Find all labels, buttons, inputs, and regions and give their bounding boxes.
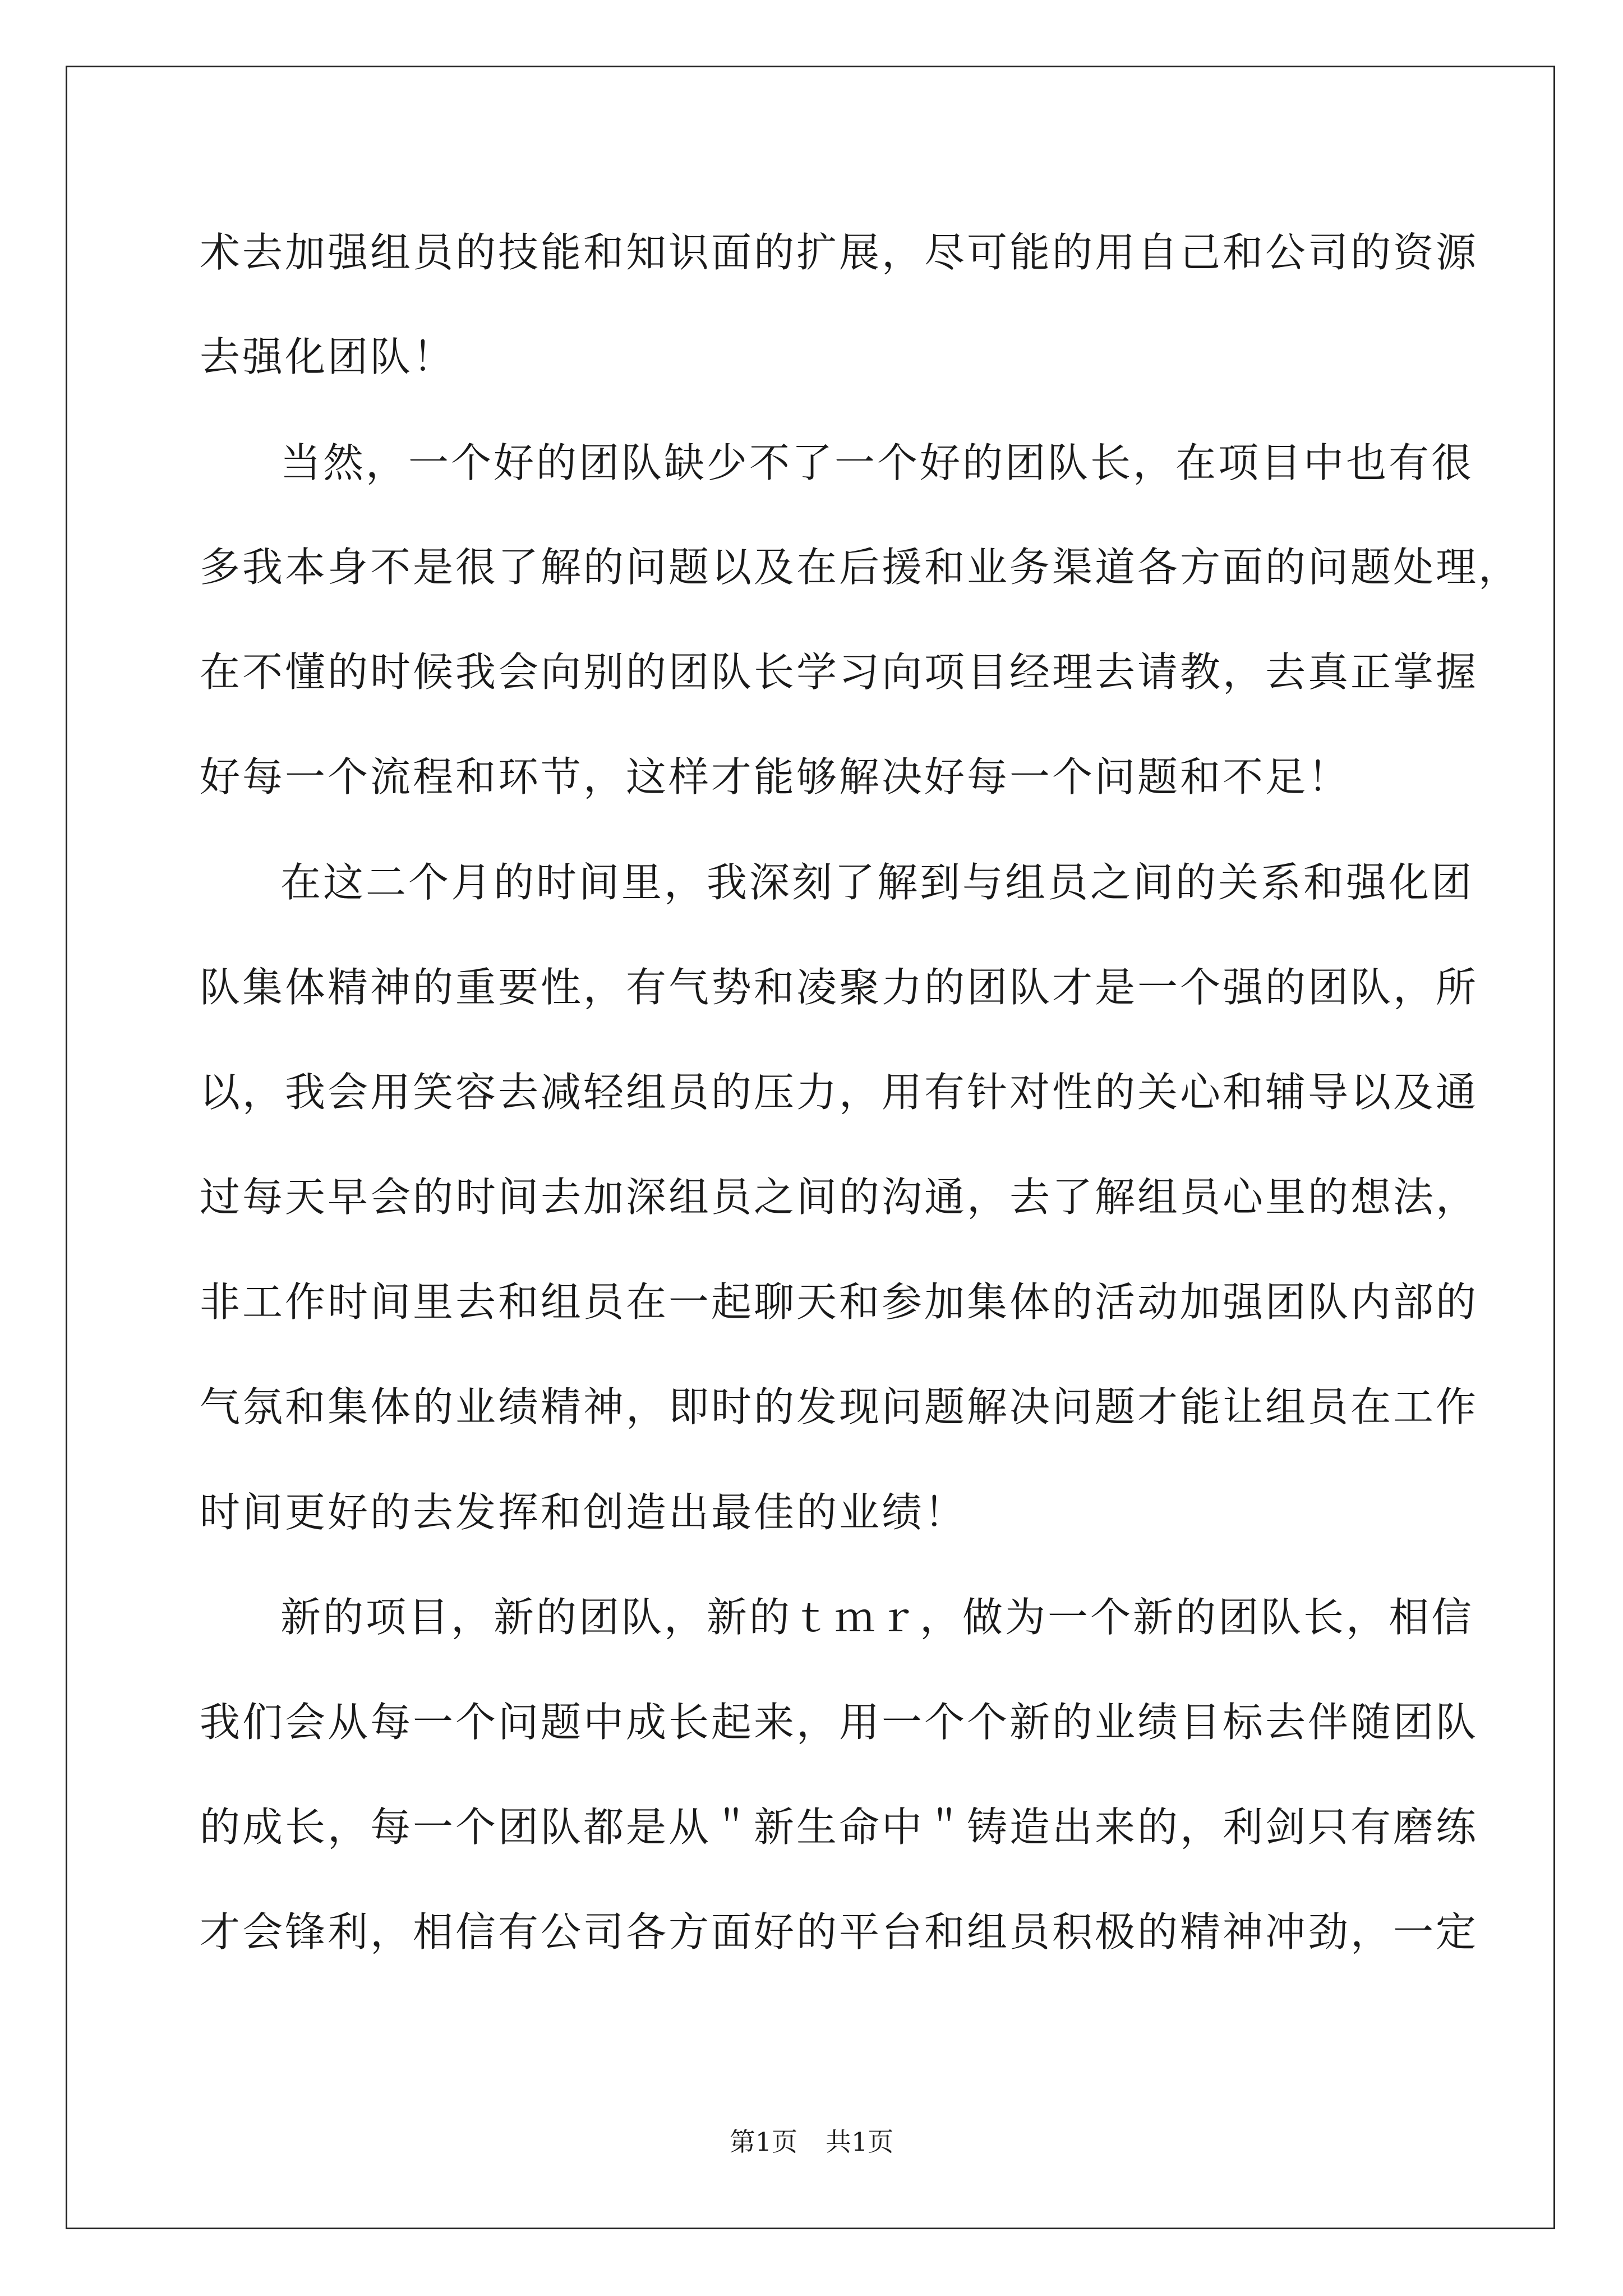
text-line: 术去加强组员的技能和知识面的扩展，尽可能的用自己和公司的资源 (200, 229, 1479, 276)
text-line: 非工作时间里去和组员在一起聊天和参加集体的活动加强团队内部的 (200, 1278, 1479, 1326)
page-footer (0, 2125, 1623, 2159)
text-line: 时间更好的去发挥和创造出最佳的业绩！ (200, 1489, 967, 1536)
text-line: 去强化团队！ (200, 333, 456, 380)
text-line: 的成长，每一个团队都是从＂新生命中＂铸造出来的，利剑只有磨练 (200, 1803, 1479, 1851)
text-line: 过每天早会的时间去加深组员之间的沟通，去了解组员心里的想法， (200, 1174, 1479, 1221)
page-border (66, 66, 1555, 2229)
text-line: 在不懂的时候我会向别的团队长学习向项目经理去请教，去真正掌握 (200, 648, 1479, 696)
paragraph-start-line: 新的项目，新的团队，新的ｔｍｒ，做为一个新的团队长，相信 (280, 1594, 1474, 1641)
text-line: 以，我会用笑容去减轻组员的压力，用有针对性的关心和辅导以及通 (200, 1069, 1479, 1116)
text-line: 多我本身不是很了解的问题以及在后援和业务渠道各方面的问题处理， (200, 544, 1521, 591)
page-total: 共1页 (826, 2127, 894, 2157)
text-line: 好每一个流程和环节，这样才能够解决好每一个问题和不足！ (200, 753, 1351, 800)
text-line: 我们会从每一个问题中成长起来，用一个个新的业绩目标去伴随团队 (200, 1699, 1479, 1746)
paragraph-start-line: 当然，一个好的团队缺少不了一个好的团队长，在项目中也有很 (280, 439, 1474, 486)
text-line: 气氛和集体的业绩精神，即时的发现问题解决问题才能让组员在工作 (200, 1383, 1479, 1430)
text-line: 才会锋利，相信有公司各方面好的平台和组员积极的精神冲劲，一定 (200, 1908, 1479, 1955)
paragraph-start-line: 在这二个月的时间里，我深刻了解到与组员之间的关系和强化团 (280, 859, 1474, 906)
text-line: 队集体精神的重要性，有气势和凌聚力的团队才是一个强的团队，所 (200, 964, 1479, 1011)
page-number: 第1页 (729, 2127, 797, 2157)
